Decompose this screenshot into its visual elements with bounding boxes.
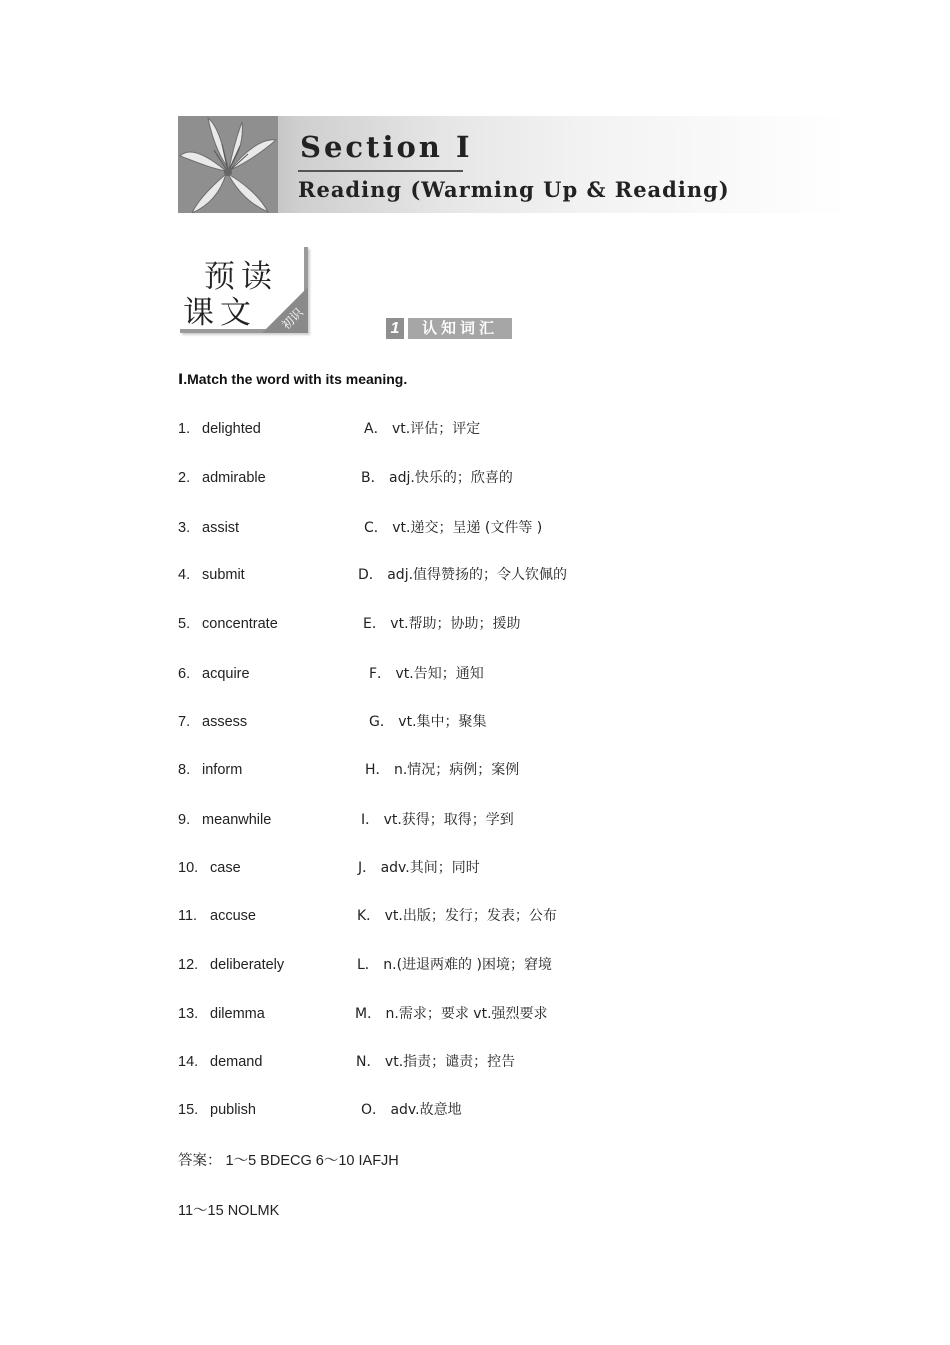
item-number: 12. xyxy=(178,957,199,973)
list-item xyxy=(178,419,878,439)
badge-corner-label: 初识 xyxy=(278,305,306,333)
item-word: assist xyxy=(202,520,240,536)
item-number: 15. xyxy=(178,1102,199,1118)
section-title: Section Ⅰ xyxy=(300,130,473,164)
section-subtitle: Reading (Warming Up & Reading) xyxy=(298,177,730,202)
list-item xyxy=(178,955,878,975)
item-meaning: K． vt.出版；发行；发表；公布 xyxy=(357,908,557,924)
tag-number: 1 xyxy=(386,318,404,339)
item-meaning: G． vt.集中；聚集 xyxy=(369,714,487,730)
item-meaning: I． vt.获得；取得；学到 xyxy=(361,812,514,828)
item-number: 1. xyxy=(178,421,191,437)
preview-reading-badge xyxy=(180,247,308,333)
list-item xyxy=(178,614,878,634)
list-item xyxy=(178,810,878,830)
list-item xyxy=(178,1100,878,1120)
item-meaning: O． adv.故意地 xyxy=(361,1102,462,1118)
section-banner xyxy=(178,116,848,213)
list-item xyxy=(178,1004,878,1024)
item-word: submit xyxy=(202,567,245,583)
item-number: 4. xyxy=(178,567,191,583)
item-meaning: H． n.情况；病例；案例 xyxy=(365,762,520,778)
list-item xyxy=(178,1052,878,1072)
vocabulary-tag xyxy=(386,318,512,339)
list-item xyxy=(178,664,878,684)
list-item xyxy=(178,468,878,488)
list-item xyxy=(178,906,878,926)
item-number: 13. xyxy=(178,1006,199,1022)
answer-line-2: 11～15 NOLMK xyxy=(178,1203,280,1219)
badge-line-1: 预读 xyxy=(204,259,278,295)
list-item xyxy=(178,760,878,780)
item-word: deliberately xyxy=(210,957,285,973)
item-meaning: J． adv.其间；同时 xyxy=(358,860,480,876)
item-word: admirable xyxy=(202,470,266,486)
item-meaning: C． vt.递交；呈递 (文件等 ) xyxy=(364,520,543,536)
list-item xyxy=(178,565,878,585)
list-item xyxy=(178,518,878,538)
list-item xyxy=(178,712,878,732)
item-word: publish xyxy=(210,1102,256,1118)
item-meaning: E． vt.帮助；协助；援助 xyxy=(363,616,521,632)
item-number: 10. xyxy=(178,860,199,876)
item-word: case xyxy=(210,860,241,876)
item-meaning: F． vt.告知；通知 xyxy=(369,666,484,682)
item-meaning: D． adj.值得赞扬的；令人钦佩的 xyxy=(358,567,568,583)
item-word: dilemma xyxy=(210,1006,265,1022)
item-number: 8. xyxy=(178,762,191,778)
instruction-heading: Ⅰ.Match the word with its meaning. xyxy=(178,371,408,387)
item-number: 2. xyxy=(178,470,191,486)
tag-label: 认知词汇 xyxy=(408,318,512,339)
item-word: meanwhile xyxy=(202,812,272,828)
item-number: 3. xyxy=(178,520,191,536)
item-number: 5. xyxy=(178,616,191,632)
badge-line-2: 课文 xyxy=(183,295,257,331)
item-word: assess xyxy=(202,714,248,730)
lily-flower-icon xyxy=(178,116,278,213)
item-meaning: M． n.需求；要求 vt.强烈要求 xyxy=(355,1006,548,1022)
item-meaning: A． vt.评估；评定 xyxy=(364,421,481,437)
item-number: 6. xyxy=(178,666,191,682)
item-word: concentrate xyxy=(202,616,278,632)
item-number: 11. xyxy=(178,908,198,924)
item-number: 9. xyxy=(178,812,191,828)
item-number: 7. xyxy=(178,714,191,730)
answer-line-1: 答案： 1～5 BDECG 6～10 IAFJH xyxy=(178,1153,399,1169)
item-word: inform xyxy=(202,762,243,778)
item-word: demand xyxy=(210,1054,263,1070)
item-word: delighted xyxy=(202,421,261,437)
list-item xyxy=(178,858,878,878)
title-underline xyxy=(298,170,463,172)
item-number: 14. xyxy=(178,1054,199,1070)
item-word: accuse xyxy=(210,908,256,924)
item-meaning: N． vt.指责；谴责；控告 xyxy=(356,1054,516,1070)
item-meaning: B． adj.快乐的；欣喜的 xyxy=(361,470,513,486)
item-meaning: L． n.(进退两难的 )困境；窘境 xyxy=(357,957,552,973)
item-word: acquire xyxy=(202,666,250,682)
